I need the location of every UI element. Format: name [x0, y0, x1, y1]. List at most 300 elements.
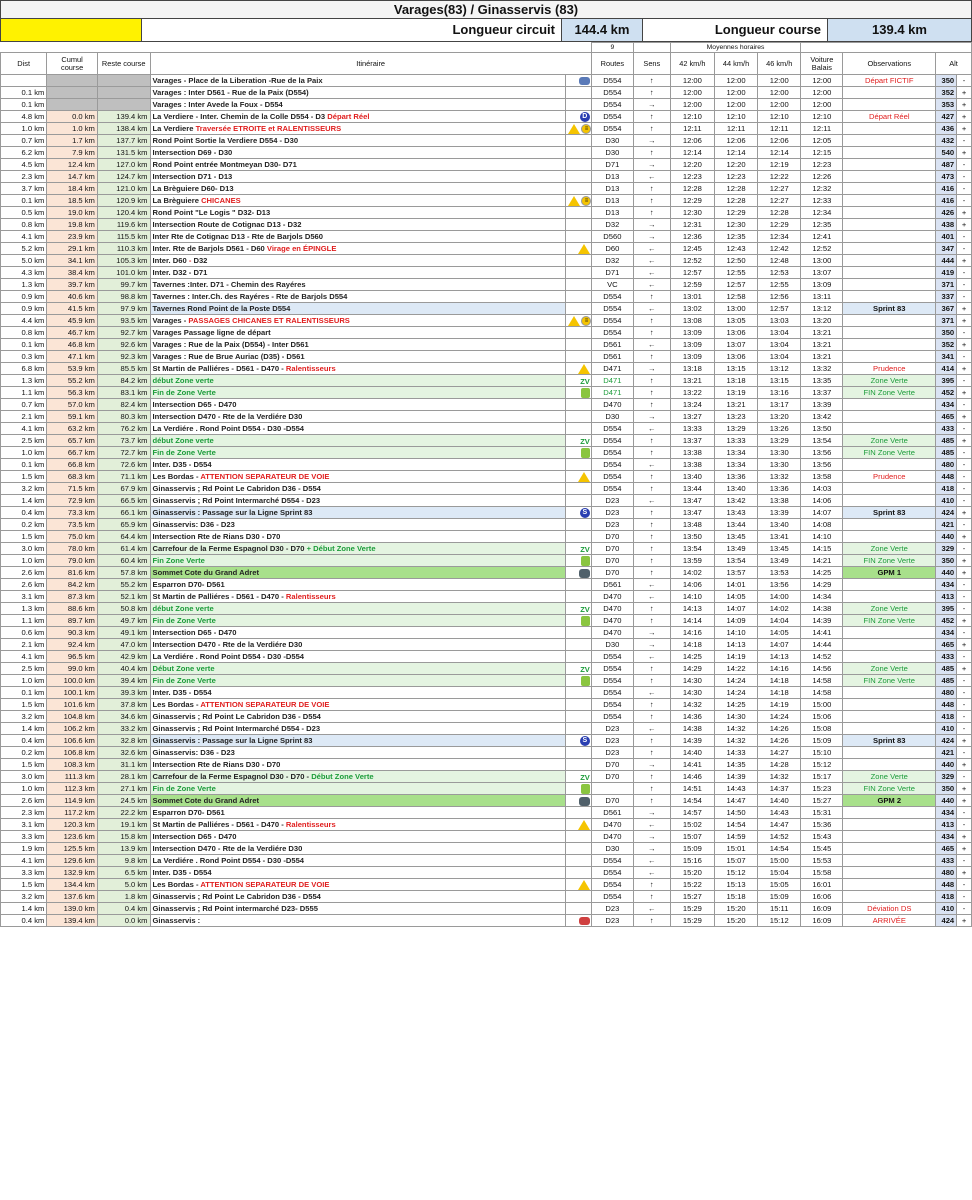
observation-cell: [843, 159, 936, 171]
icon-cell: [566, 687, 591, 699]
table-row: [1, 327, 972, 339]
observation-cell: [843, 591, 936, 603]
direction-arrow: ↑: [633, 891, 670, 903]
table-row: [1, 495, 972, 507]
route-cell: D554: [591, 879, 633, 891]
itinerary-cell: [150, 675, 566, 687]
zone-verte-icon: ZV: [580, 665, 590, 674]
dist-cell: 1.0 km: [1, 783, 47, 795]
altitude-trend: +: [957, 663, 972, 675]
altitude-trend: +: [957, 783, 972, 795]
altitude-cell: 440: [936, 795, 957, 807]
itinerary-text: Les Bordas -: [152, 472, 201, 481]
observation-cell: [843, 351, 936, 363]
observation-cell: [843, 459, 936, 471]
observation-cell: Sprint 83: [843, 735, 936, 747]
balais-cell: 13:21: [801, 327, 843, 339]
itinerary-warning: Ralentisseurs: [285, 820, 336, 829]
direction-arrow: →: [633, 807, 670, 819]
observation-cell: [843, 723, 936, 735]
table-row: [1, 759, 972, 771]
trash-bin-icon: [581, 784, 590, 794]
time-42-cell: 14:32: [670, 699, 714, 711]
time-42-cell: 14:13: [670, 603, 714, 615]
direction-arrow: →: [633, 639, 670, 651]
time-44-cell: 14:19: [714, 651, 757, 663]
time-46-cell: 14:27: [758, 747, 801, 759]
table-row: [1, 135, 972, 147]
direction-arrow: ↑: [633, 879, 670, 891]
time-46-cell: 14:07: [758, 639, 801, 651]
time-46-cell: 13:36: [758, 483, 801, 495]
observation-cell: [843, 255, 936, 267]
balais-cell: 15:58: [801, 867, 843, 879]
route-cell: D470: [591, 603, 633, 615]
itinerary-cell: [150, 831, 566, 843]
balais-cell: 13:42: [801, 411, 843, 423]
circuit-length-value: 144.4 km: [562, 19, 643, 41]
cumul-cell: 79.0 km: [47, 555, 98, 567]
reste-cell: 137.7 km: [97, 135, 150, 147]
table-row: [1, 351, 972, 363]
dist-cell: 0.9 km: [1, 291, 47, 303]
cumul-cell: 78.0 km: [47, 543, 98, 555]
dist-cell: 5.0 km: [1, 255, 47, 267]
cumul-cell: 71.5 km: [47, 483, 98, 495]
itinerary-text: Intersection D470 - Rte de la Verdiére D30: [152, 844, 303, 853]
observation-cell: Prudence: [843, 471, 936, 483]
dist-cell: 0.1 km: [1, 687, 47, 699]
route-cell: D30: [591, 843, 633, 855]
time-44-cell: 12:14: [714, 147, 757, 159]
table-row: [1, 303, 972, 315]
altitude-cell: 352: [936, 87, 957, 99]
itinerary-cell: [150, 663, 566, 675]
observation-cell: ARRIVÉE: [843, 915, 936, 927]
direction-arrow: ←: [633, 687, 670, 699]
col-cumul: Cumul course: [47, 53, 98, 75]
direction-arrow: ↑: [633, 195, 670, 207]
itinerary-cell: [150, 807, 566, 819]
table-row: [1, 207, 972, 219]
direction-arrow: →: [633, 135, 670, 147]
time-46-cell: 14:28: [758, 759, 801, 771]
time-46-cell: 14:54: [758, 843, 801, 855]
itinerary-cell: [150, 123, 566, 135]
warning-triangle-icon: [578, 472, 590, 482]
route-cell: D32: [591, 255, 633, 267]
reste-cell: 37.8 km: [97, 699, 150, 711]
observation-cell: [843, 171, 936, 183]
time-46-cell: 14:13: [758, 651, 801, 663]
itinerary-cell: [150, 243, 566, 255]
itinerary-cell: [150, 459, 566, 471]
route-cell: D23: [591, 903, 633, 915]
itinerary-text: Carrefour de la Ferme Espagnol D30 - D70: [152, 544, 307, 553]
time-44-cell: 13:36: [714, 471, 757, 483]
icon-cell: [566, 363, 591, 375]
time-44-cell: 13:40: [714, 483, 757, 495]
route-cell: D554: [591, 711, 633, 723]
icon-cell: [566, 315, 591, 327]
time-42-cell: 13:08: [670, 315, 714, 327]
cumul-cell: 72.9 km: [47, 495, 98, 507]
dist-cell: 3.1 km: [1, 591, 47, 603]
time-42-cell: 13:48: [670, 519, 714, 531]
time-42-cell: 13:47: [670, 495, 714, 507]
direction-arrow: ↑: [633, 435, 670, 447]
cumul-cell: 40.6 km: [47, 291, 98, 303]
route-cell: D561: [591, 339, 633, 351]
time-44-cell: 12:28: [714, 195, 757, 207]
time-46-cell: 12:10: [758, 111, 801, 123]
zone-verte-text: Fin de Zone Verte: [152, 616, 216, 625]
itinerary-text: La Verdiere: [152, 124, 196, 133]
route-cell: D561: [591, 807, 633, 819]
cumul-cell: 19.0 km: [47, 207, 98, 219]
itinerary-text: Intersection D69 - D30: [152, 148, 233, 157]
balais-cell: 13:20: [801, 315, 843, 327]
route-cell: D554: [591, 483, 633, 495]
altitude-cell: 448: [936, 879, 957, 891]
observation-cell: Sprint 83: [843, 507, 936, 519]
time-44-cell: 13:34: [714, 459, 757, 471]
route-cell: VC: [591, 279, 633, 291]
altitude-trend: +: [957, 123, 972, 135]
observation-cell: Zone Verte: [843, 543, 936, 555]
altitude-trend: +: [957, 795, 972, 807]
reste-cell: 131.5 km: [97, 147, 150, 159]
reste-cell: 15.8 km: [97, 831, 150, 843]
dist-cell: 0.4 km: [1, 915, 47, 927]
itinerary-text: Intersection D65 - D470: [152, 628, 237, 637]
time-42-cell: 13:22: [670, 387, 714, 399]
itinerary-cell: [150, 723, 566, 735]
icon-cell: [566, 723, 591, 735]
dist-cell: 1.1 km: [1, 387, 47, 399]
altitude-trend: -: [957, 711, 972, 723]
altitude-trend: -: [957, 159, 972, 171]
time-44-cell: 12:20: [714, 159, 757, 171]
table-row: [1, 243, 972, 255]
cumul-cell: 0.0 km: [47, 111, 98, 123]
observation-cell: [843, 639, 936, 651]
reste-cell: 5.0 km: [97, 879, 150, 891]
cumul-cell: 1.0 km: [47, 123, 98, 135]
icon-cell: [566, 147, 591, 159]
direction-arrow: ↑: [633, 375, 670, 387]
time-44-cell: 14:07: [714, 603, 757, 615]
icon-cell: [566, 519, 591, 531]
reste-cell: 66.5 km: [97, 495, 150, 507]
itinerary-text-end: D32: [191, 256, 208, 265]
warning-triangle-icon: [578, 244, 590, 254]
itinerary-cell: [150, 339, 566, 351]
time-42-cell: 13:38: [670, 459, 714, 471]
cumul-cell: 34.1 km: [47, 255, 98, 267]
altitude-cell: 421: [936, 519, 957, 531]
zone-verte-text: Fin Zone Verte: [152, 556, 205, 565]
altitude-trend: -: [957, 171, 972, 183]
time-44-cell: 14:39: [714, 771, 757, 783]
time-42-cell: 13:59: [670, 555, 714, 567]
altitude-trend: +: [957, 219, 972, 231]
altitude-cell: 480: [936, 867, 957, 879]
observation-cell: [843, 279, 936, 291]
time-44-cell: 13:23: [714, 411, 757, 423]
icon-cell: [566, 507, 591, 519]
dist-cell: 1.4 km: [1, 903, 47, 915]
reste-cell: 72.6 km: [97, 459, 150, 471]
route-cell: D554: [591, 327, 633, 339]
altitude-cell: 438: [936, 219, 957, 231]
reste-cell: 19.1 km: [97, 819, 150, 831]
route-cell: D23: [591, 915, 633, 927]
route-cell: D30: [591, 147, 633, 159]
time-46-cell: 13:38: [758, 495, 801, 507]
time-44-cell: 13:00: [714, 303, 757, 315]
observation-cell: [843, 135, 936, 147]
altitude-trend: -: [957, 447, 972, 459]
reste-cell: 83.1 km: [97, 387, 150, 399]
itinerary-text: Sommet Cote du Grand Adret: [152, 568, 259, 577]
table-row: [1, 555, 972, 567]
direction-arrow: ↑: [633, 699, 670, 711]
itinerary-cell: [150, 579, 566, 591]
cumul-cell: 100.1 km: [47, 687, 98, 699]
cumul-cell: 59.1 km: [47, 411, 98, 423]
balais-cell: 13:32: [801, 363, 843, 375]
altitude-trend: -: [957, 543, 972, 555]
time-44-cell: 13:18: [714, 375, 757, 387]
itinerary-cell: [150, 315, 566, 327]
dist-cell: 0.7 km: [1, 135, 47, 147]
time-46-cell: 14:40: [758, 795, 801, 807]
altitude-cell: 440: [936, 531, 957, 543]
icon-cell: [566, 843, 591, 855]
itinerary-text: Ginasservis : Passage sur la Ligne Sprint 83: [152, 736, 313, 745]
direction-arrow: ↑: [633, 675, 670, 687]
itinerary-text: La Verdiére . Rond Point D554 - D30 -D554: [152, 424, 305, 433]
icon-cell: [566, 651, 591, 663]
altitude-cell: 401: [936, 231, 957, 243]
time-44-cell: 14:32: [714, 723, 757, 735]
dist-cell: 3.2 km: [1, 711, 47, 723]
itinerary-cell: [150, 567, 566, 579]
observation-cell: [843, 879, 936, 891]
dist-cell: 0.3 km: [1, 351, 47, 363]
warning-triangle-icon: [578, 880, 590, 890]
reste-cell: 99.7 km: [97, 279, 150, 291]
icon-cell: [566, 111, 591, 123]
icon-cell: [566, 603, 591, 615]
zone-verte-text: Début Zone Verte: [311, 772, 374, 781]
reste-cell: 49.7 km: [97, 615, 150, 627]
time-42-cell: 12:00: [670, 75, 714, 87]
balais-cell: 15:53: [801, 855, 843, 867]
itinerary-cell: [150, 411, 566, 423]
time-42-cell: 12:45: [670, 243, 714, 255]
dist-cell: 5.2 km: [1, 243, 47, 255]
itinerary-text: St Martin de Palliéres - D561 - D470 -: [152, 592, 286, 601]
altitude-cell: 418: [936, 483, 957, 495]
time-44-cell: 14:01: [714, 579, 757, 591]
direction-arrow: ↑: [633, 531, 670, 543]
dist-cell: 4.1 km: [1, 651, 47, 663]
dist-cell: 0.8 km: [1, 219, 47, 231]
altitude-cell: 485: [936, 447, 957, 459]
balais-cell: 13:56: [801, 447, 843, 459]
time-42-cell: 14:46: [670, 771, 714, 783]
itinerary-cell: [150, 267, 566, 279]
itinerary-cell: [150, 291, 566, 303]
cumul-cell: 90.3 km: [47, 627, 98, 639]
reste-cell: 0.0 km: [97, 915, 150, 927]
itinerary-text: Inter Rte de Cotignac D13 - Rte de Barjols D560: [152, 232, 323, 241]
time-42-cell: 12:20: [670, 159, 714, 171]
altitude-cell: 367: [936, 303, 957, 315]
route-cell: D470: [591, 615, 633, 627]
reste-cell: 92.3 km: [97, 351, 150, 363]
altitude-cell: 337: [936, 291, 957, 303]
dist-cell: 4.1 km: [1, 231, 47, 243]
icon-cell: [566, 279, 591, 291]
observation-cell: FIN Zone Verte: [843, 555, 936, 567]
cumul-cell: 129.6 km: [47, 855, 98, 867]
observation-cell: [843, 423, 936, 435]
time-42-cell: 15:20: [670, 867, 714, 879]
col-routes: Routes: [591, 53, 633, 75]
itinerary-cell: [150, 363, 566, 375]
altitude-cell: 353: [936, 99, 957, 111]
time-46-cell: 12:48: [758, 255, 801, 267]
itinerary-text: Varages -: [152, 316, 189, 325]
altitude-cell: 432: [936, 135, 957, 147]
cumul-cell: 41.5 km: [47, 303, 98, 315]
observation-cell: Prudence: [843, 363, 936, 375]
zone-verte-text: Fin de Zone Verte: [152, 448, 216, 457]
cumul-cell: 89.7 km: [47, 615, 98, 627]
route-cell: D60: [591, 243, 633, 255]
direction-arrow: ↑: [633, 519, 670, 531]
time-44-cell: 12:00: [714, 75, 757, 87]
cumul-cell: 56.3 km: [47, 387, 98, 399]
itinerary-text: Inter. D35 - D554: [152, 868, 212, 877]
itinerary-warning: PASSAGES CHICANES ET RALENTISSEURS: [188, 316, 350, 325]
direction-arrow: ←: [633, 459, 670, 471]
itinerary-cell: [150, 903, 566, 915]
sprint-s-icon: S: [580, 736, 590, 746]
time-44-cell: 15:18: [714, 891, 757, 903]
time-42-cell: 14:02: [670, 567, 714, 579]
balais-cell: 14:03: [801, 483, 843, 495]
observation-cell: [843, 315, 936, 327]
itinerary-cell: [150, 531, 566, 543]
reste-cell: [97, 75, 150, 87]
balais-cell: 15:31: [801, 807, 843, 819]
altitude-trend: -: [957, 459, 972, 471]
route-cell: D554: [591, 675, 633, 687]
direction-arrow: ←: [633, 279, 670, 291]
reste-cell: 31.1 km: [97, 759, 150, 771]
icon-cell: [566, 591, 591, 603]
time-44-cell: 14:43: [714, 783, 757, 795]
time-42-cell: 14:54: [670, 795, 714, 807]
time-42-cell: 13:33: [670, 423, 714, 435]
time-44-cell: 13:57: [714, 567, 757, 579]
time-42-cell: 12:00: [670, 99, 714, 111]
dist-cell: 2.1 km: [1, 639, 47, 651]
trash-bin-icon: [581, 388, 590, 398]
col-44: 44 km/h: [714, 53, 757, 75]
reste-cell: 39.4 km: [97, 675, 150, 687]
observation-cell: Zone Verte: [843, 375, 936, 387]
time-42-cell: 14:30: [670, 687, 714, 699]
itinerary-text: Inter. D32 - D71: [152, 268, 208, 277]
route-cell: D30: [591, 135, 633, 147]
time-44-cell: 14:25: [714, 699, 757, 711]
time-42-cell: 13:40: [670, 471, 714, 483]
route-cell: D554: [591, 687, 633, 699]
dist-cell: 0.6 km: [1, 627, 47, 639]
itinerary-cell: [150, 111, 566, 123]
time-46-cell: 13:03: [758, 315, 801, 327]
time-46-cell: 12:22: [758, 171, 801, 183]
time-42-cell: 14:18: [670, 639, 714, 651]
observation-cell: [843, 759, 936, 771]
icon-cell: [566, 867, 591, 879]
time-46-cell: 12:28: [758, 207, 801, 219]
time-46-cell: 13:40: [758, 519, 801, 531]
observation-cell: FIN Zone Verte: [843, 387, 936, 399]
observation-cell: [843, 99, 936, 111]
itinerary-text: Intersection Rte de Rians D30 - D70: [152, 532, 281, 541]
balais-cell: 15:06: [801, 711, 843, 723]
observation-cell: [843, 243, 936, 255]
icon-cell: [566, 447, 591, 459]
icon-cell: [566, 291, 591, 303]
observation-cell: [843, 219, 936, 231]
cumul-cell: 120.3 km: [47, 819, 98, 831]
itinerary-text: Esparron D70- D561: [152, 580, 225, 589]
reste-cell: 85.5 km: [97, 363, 150, 375]
direction-arrow: ↑: [633, 507, 670, 519]
icon-cell: [566, 459, 591, 471]
dist-cell: 0.2 km: [1, 519, 47, 531]
cumul-cell: 39.7 km: [47, 279, 98, 291]
altitude-trend: -: [957, 651, 972, 663]
route-cell: D554: [591, 87, 633, 99]
time-46-cell: 13:15: [758, 375, 801, 387]
reste-cell: 127.0 km: [97, 159, 150, 171]
altitude-cell: 448: [936, 471, 957, 483]
route-cell: D32: [591, 219, 633, 231]
altitude-cell: 350: [936, 327, 957, 339]
icon-cell: [566, 159, 591, 171]
reste-cell: 34.6 km: [97, 711, 150, 723]
icon-cell: [566, 759, 591, 771]
altitude-trend: -: [957, 879, 972, 891]
reste-cell: 119.6 km: [97, 219, 150, 231]
zone-verte-text: Début Zone verte: [152, 664, 215, 673]
altitude-cell: 433: [936, 423, 957, 435]
time-42-cell: 14:29: [670, 663, 714, 675]
itinerary-cell: [150, 279, 566, 291]
dist-cell: 4.1 km: [1, 855, 47, 867]
route-cell: [591, 783, 633, 795]
balais-cell: 13:56: [801, 459, 843, 471]
itinerary-text: La Brèguiere D60- D13: [152, 184, 234, 193]
